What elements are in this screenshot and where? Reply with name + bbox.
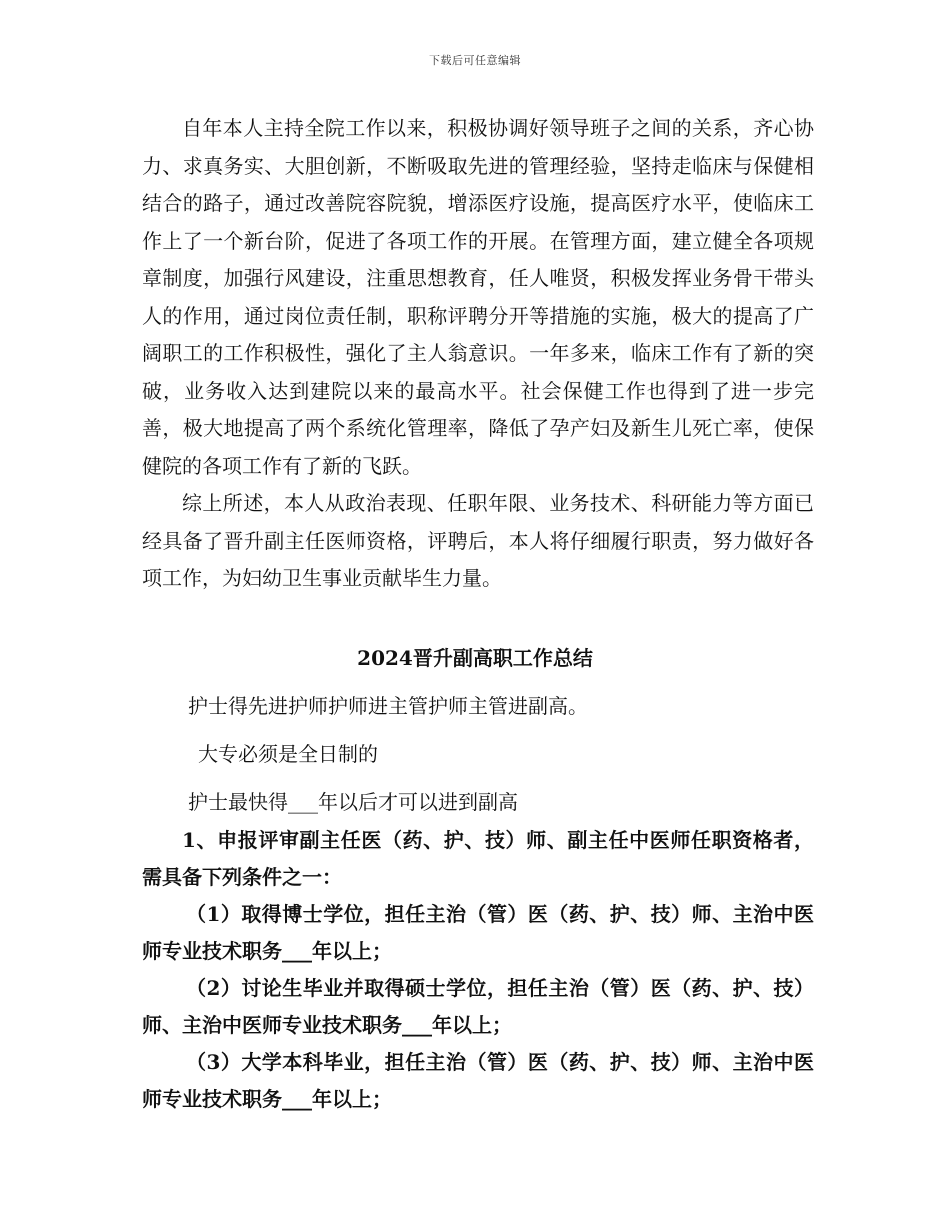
text-line-years: 护士最快得___年以后才可以进到副高 [188,790,518,814]
paragraph-conclusion: 综上所述，本人从政治表现、任职年限、业务技术、科研能力等方面已经具备了晋升副主任医师资格，评聘后，本人将仔细履行职责，努力做好各项工作，为妇幼卫生事业贡献毕生力量。 [142,491,814,590]
requirement-item: （2）讨论生毕业并取得硕士学位，担任主治（管）医（药、护、技）师、主治中医师专业技术职务___年以上； [142,976,814,1037]
text-line-promotion-path: 护士得先进护师护师进主管护师主管进副高。 [188,694,588,718]
section-title: 2024晋升副高职工作总结 [357,646,593,670]
paragraph-work-summary: 自年本人主持全院工作以来，积极协调好领导班子之间的关系，齐心协力、求真务实、大胆创新，不断吸取先进的管理经验，坚持走临床与保健相结合的路子，通过改善院容院貌，增添医疗设施，提高医疗水平，使临床工作上了一个新台阶，促进了各项工作的开展。在管理方面，建立健全各项规章制度，加强行风建设，注重思想教育，任人唯贤，积极发挥业务骨干带头人的作用，通过岗位责任制，职称评聘分开等措施的实施，极大的提高了广阔职工的工作积极性，强化了主人翁意识。一年多来，临床工作有了新的突破，业务收入达到建院以来的最高水平。社会保健工作也得到了进一步完善，极大地提高了两个系统化管理率，降低了孕产妇及新生儿死亡率，使保健院的各项工作有了新的飞跃。 [142,116,814,478]
text-line-fulltime: 大专必须是全日制的 [198,742,378,766]
body-text [142,110,814,598]
requirement-item: （3）大学本科毕业，担任主治（管）医（药、护、技）师、主治中医师专业技术职务___年以上； [142,1050,814,1111]
requirements-intro: 1、申报评审副主任医（药、护、技）师、副主任中医师任职资格者，需具备下列条件之一： [142,828,814,889]
requirement-item: （1）取得博士学位，担任主治（管）医（药、护、技）师、主治中医师专业技术职务___年以上； [142,902,814,963]
requirements-list [142,822,814,1118]
page-header: 下载后可任意编辑 [429,54,521,67]
